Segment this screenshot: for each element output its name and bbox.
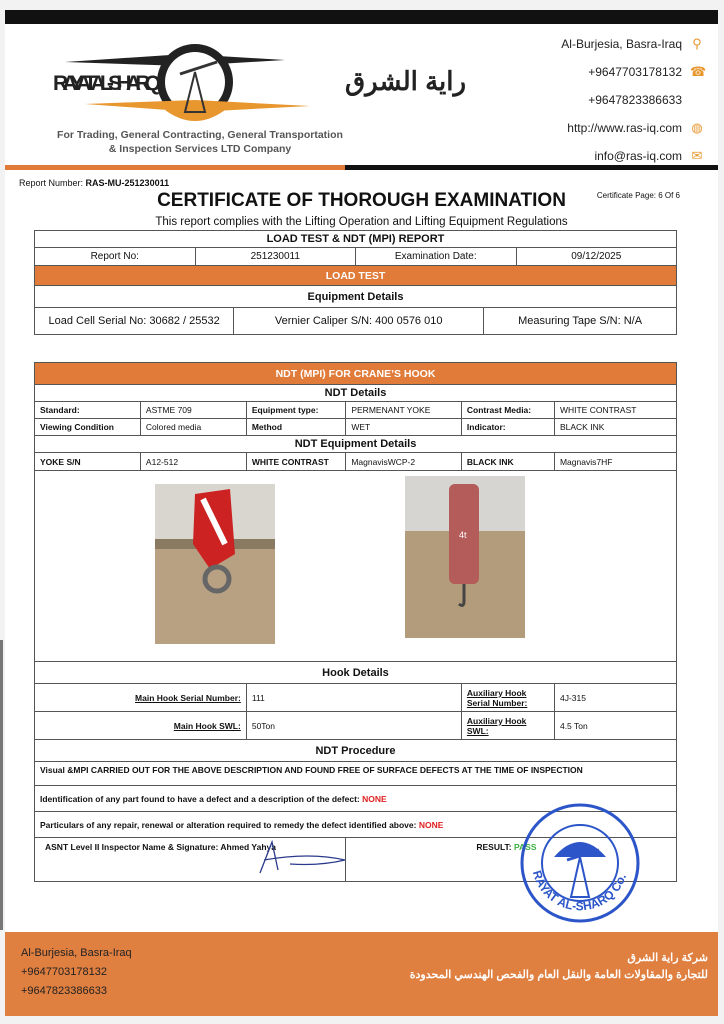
footer-company-ar: شركة راية الشرق <box>627 952 708 964</box>
report-number: Report Number: RAS-MU-251230011 <box>19 178 170 188</box>
svg-text:4t: 4t <box>459 530 467 540</box>
company-stamp <box>519 802 641 924</box>
caliper-serial: Vernier Caliper S/N: 400 0576 010 <box>234 308 484 334</box>
location-pin-icon: ⚲ <box>692 36 702 51</box>
table-cell: PERMENANT YOKE <box>346 402 462 419</box>
section-heading: NDT Equipment Details <box>35 436 677 453</box>
scrollbar[interactable] <box>0 640 3 930</box>
inspector-signature: ASNT Level II Inspector Name & Signature: Ahmed Yahya <box>35 838 346 882</box>
section-heading: NDT Procedure <box>35 740 677 762</box>
certificate-page <box>5 10 718 1016</box>
contact-phone-1 <box>561 58 707 86</box>
contact-address <box>561 30 704 58</box>
footer-phone: +9647703178132 <box>21 966 107 978</box>
company-logo <box>45 32 467 142</box>
page-title: CERTIFICATE OF THOROUGH EXAMINATION <box>157 190 566 211</box>
svg-text:RAYAT AL-SHARQ Co.: RAYAT AL-SHARQ Co. <box>529 868 629 914</box>
table-cell: Main Hook Serial Number: <box>35 684 247 712</box>
contact-phone-2 <box>561 86 704 114</box>
footer-phone: +9647823386633 <box>21 985 107 997</box>
section-banner: NDT (MPI) FOR CRANE’S HOOK <box>35 363 677 385</box>
section-heading: NDT Details <box>35 385 677 402</box>
certificate-page-number: Certificate Page: 6 Of 6 <box>596 191 680 200</box>
email-icon: ✉ <box>691 148 703 163</box>
table-cell: WET <box>346 419 462 436</box>
phone-link[interactable]: +9647703178132 <box>588 65 682 79</box>
table-cell: YOKE S/N <box>35 453 141 471</box>
table-cell: Viewing Condition <box>35 419 141 436</box>
svg-text:راية الشرق: راية الشرق <box>345 66 467 96</box>
table-cell: Colored media <box>140 419 246 436</box>
table-cell: 111 <box>246 684 461 712</box>
table-cell: A12-512 <box>140 453 246 471</box>
load-cell-serial: Load Cell Serial No: 30682 / 25532 <box>35 308 234 334</box>
table-cell: Standard: <box>35 402 141 419</box>
table-cell: Auxiliary Hook SWL: <box>461 712 554 740</box>
contact-website <box>561 114 704 142</box>
section-heading: Hook Details <box>35 662 677 684</box>
particulars-text: Particulars of any repair, renewal or alteration required to remedy the defect identified above: NONE <box>35 812 677 838</box>
main-hook-photo <box>155 484 275 644</box>
cell-value: 251230011 <box>195 248 356 266</box>
section-banner: LOAD TEST <box>35 266 677 286</box>
black-rule <box>345 165 718 170</box>
table-cell: Equipment type: <box>246 402 346 419</box>
procedure-text: Visual &MPI CARRIED OUT FOR THE ABOVE DESCRIPTION AND FOUND FREE OF SURFACE DEFECTS AT THE TIME OF INSPECTION <box>35 762 677 786</box>
orange-rule <box>5 165 345 170</box>
footer-tagline-ar: للتجارة والمقاولات العامة والنقل العام والفحص الهندسي المحدودة <box>409 969 708 981</box>
table-cell: 4J-315 <box>554 684 676 712</box>
result: RESULT: PASS <box>346 838 677 882</box>
globe-icon: ◍ <box>691 120 703 135</box>
table-cell: ASTME 709 <box>140 402 246 419</box>
table-cell: Method <box>246 419 346 436</box>
auxiliary-hook-photo <box>405 476 525 638</box>
cell-label: Report No: <box>35 248 196 266</box>
section-heading: Equipment Details <box>35 286 677 308</box>
table-cell: Auxiliary Hook Serial Number: <box>461 684 554 712</box>
tagline-line: & Inspection Services LTD Company <box>108 143 292 155</box>
tape-serial: Measuring Tape S/N: N/A <box>518 315 643 327</box>
tagline-line: For Trading, General Contracting, General Transportation <box>57 129 343 141</box>
table-cell: 4.5 Ton <box>554 712 676 740</box>
table-cell: 50Ton <box>246 712 461 740</box>
contact-list <box>561 30 707 170</box>
website-link[interactable]: http://www.ras-iq.com <box>567 121 682 135</box>
table-cell: Contrast Media: <box>461 402 554 419</box>
footer <box>5 932 718 1016</box>
table-cell: Indicator: <box>461 419 554 436</box>
subtitle: This report complies with the Lifting Operation and Lifting Equipment Regulations <box>155 216 568 228</box>
top-bar <box>5 10 718 24</box>
table-cell: BLACK INK <box>554 419 676 436</box>
photo-cell <box>35 471 677 662</box>
signature <box>250 838 350 878</box>
address-text: Al-Burjesia, Basra-Iraq <box>561 37 682 51</box>
table-heading: LOAD TEST & NDT (MPI) REPORT <box>35 231 677 248</box>
svg-text:RAYAT AL-SHARQ: RAYAT AL-SHARQ <box>53 72 161 95</box>
table-cell: Main Hook SWL: <box>35 712 247 740</box>
email-link[interactable]: info@ras-iq.com <box>594 149 682 163</box>
footer-address: Al-Burjesia, Basra-Iraq <box>21 947 132 959</box>
table-cell: WHITE CONTRAST <box>554 402 676 419</box>
table-cell: Magnavis7HF <box>554 453 676 471</box>
company-tagline <box>45 128 355 156</box>
phone-icon: ☎ <box>690 64 707 79</box>
identification-text: Identification of any part found to have a defect and a description of the defect: NONE <box>35 786 677 812</box>
table-cell: BLACK INK <box>461 453 554 471</box>
cell-label: Examination Date: <box>356 248 517 266</box>
phone-link[interactable]: +9647823386633 <box>588 93 682 107</box>
load-test-table <box>34 230 677 335</box>
table-cell: MagnavisWCP-2 <box>346 453 462 471</box>
cell-value: 09/12/2025 <box>516 248 677 266</box>
table-cell: WHITE CONTRAST <box>246 453 346 471</box>
